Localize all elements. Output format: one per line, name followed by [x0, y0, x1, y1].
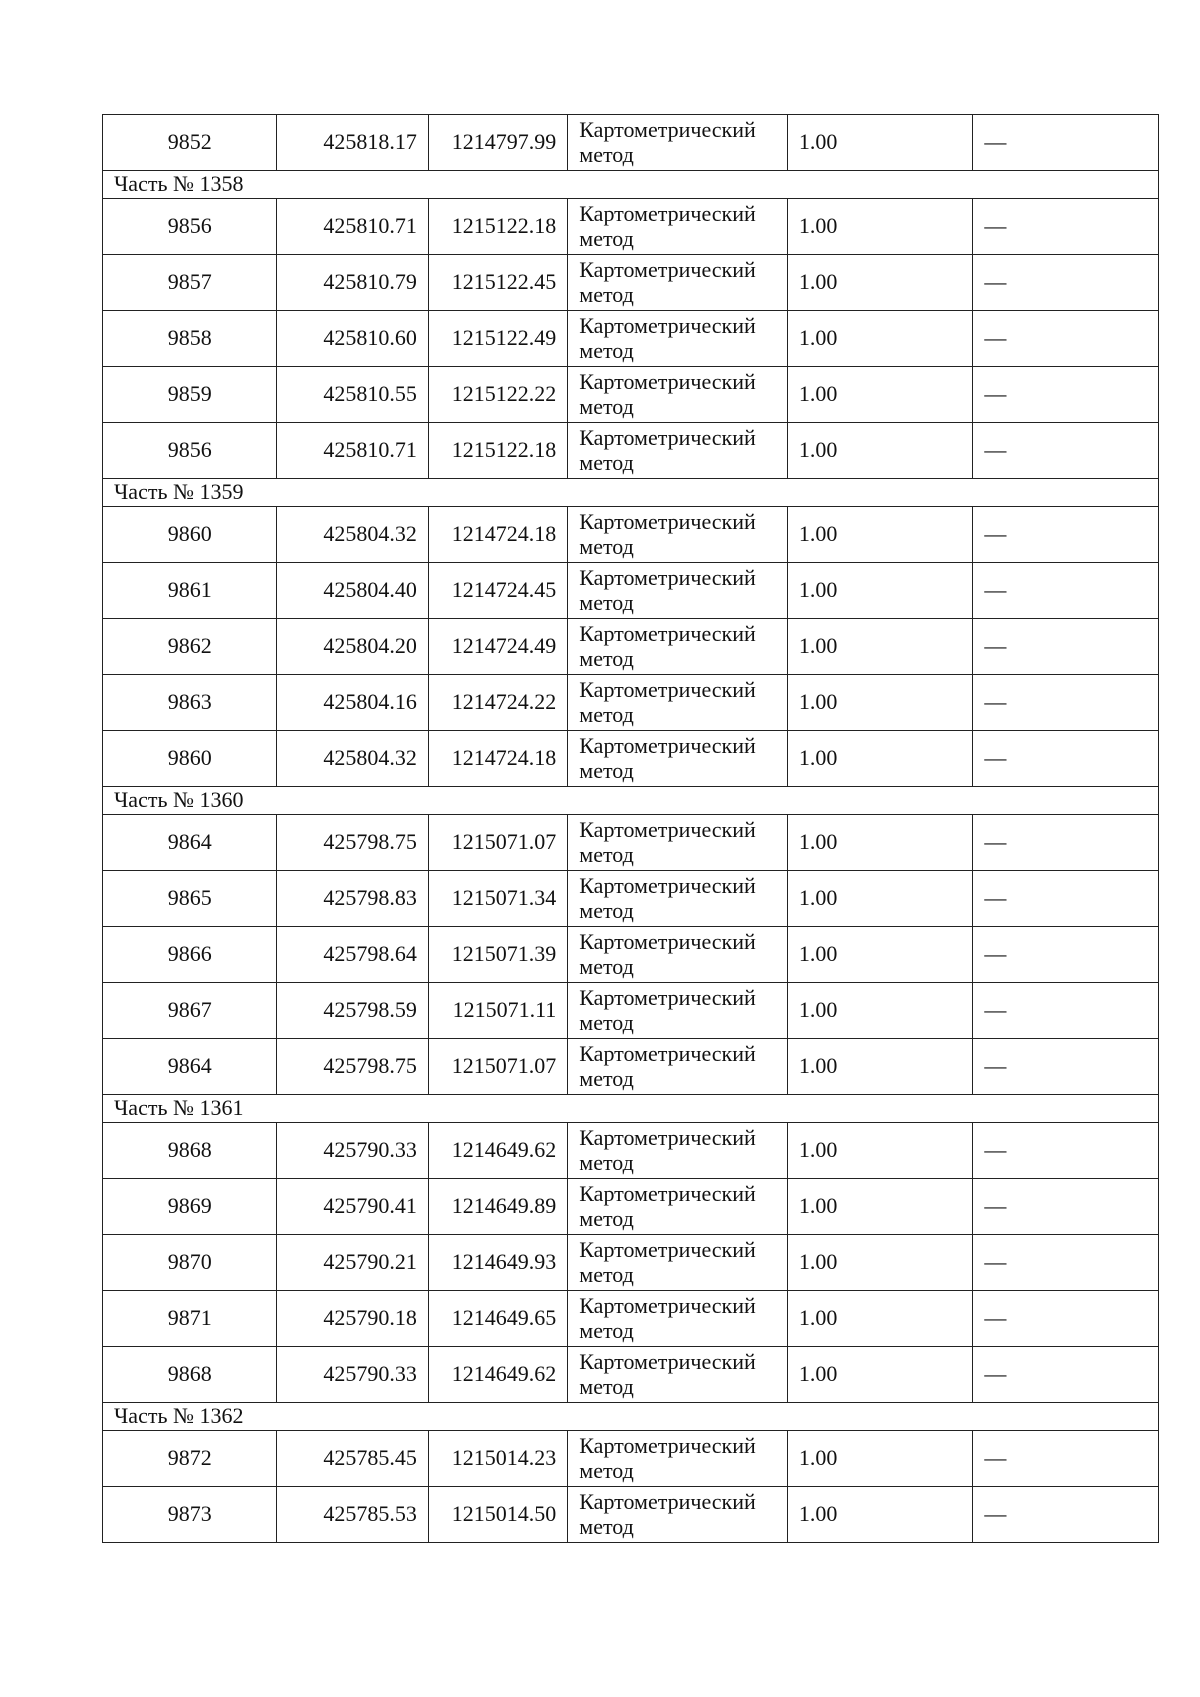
point-number-cell: 9858 — [103, 311, 277, 367]
x-coordinate-cell: 425804.40 — [277, 563, 428, 619]
note-cell: — — [973, 563, 1159, 619]
table-row — [103, 983, 1159, 1039]
y-coordinate-cell: 1215071.07 — [428, 1039, 567, 1095]
point-number-cell: 9859 — [103, 367, 277, 423]
y-coordinate-cell: 1214649.62 — [428, 1123, 567, 1179]
table-row — [103, 1179, 1159, 1235]
note-cell: — — [973, 1431, 1159, 1487]
method-cell: Картометрический метод — [568, 255, 788, 311]
x-coordinate-cell: 425798.59 — [277, 983, 428, 1039]
note-cell: — — [973, 367, 1159, 423]
note-cell: — — [973, 1179, 1159, 1235]
note-cell: — — [973, 983, 1159, 1039]
x-coordinate-cell: 425798.75 — [277, 815, 428, 871]
note-cell: — — [973, 1347, 1159, 1403]
table-row — [103, 423, 1159, 479]
table-row — [103, 367, 1159, 423]
note-cell: — — [973, 423, 1159, 479]
accuracy-cell: 1.00 — [787, 1123, 973, 1179]
method-cell: Картометрический метод — [568, 423, 788, 479]
table-row — [103, 871, 1159, 927]
x-coordinate-cell: 425810.60 — [277, 311, 428, 367]
accuracy-cell: 1.00 — [787, 255, 973, 311]
point-number-cell: 9860 — [103, 507, 277, 563]
point-number-cell: 9863 — [103, 675, 277, 731]
accuracy-cell: 1.00 — [787, 871, 973, 927]
note-cell: — — [973, 927, 1159, 983]
coordinates-table — [102, 114, 1159, 1543]
note-cell: — — [973, 619, 1159, 675]
table-row — [103, 1235, 1159, 1291]
point-number-cell: 9868 — [103, 1347, 277, 1403]
point-number-cell: 9864 — [103, 1039, 277, 1095]
accuracy-cell: 1.00 — [787, 367, 973, 423]
accuracy-cell: 1.00 — [787, 983, 973, 1039]
table-row — [103, 675, 1159, 731]
point-number-cell: 9864 — [103, 815, 277, 871]
y-coordinate-cell: 1215071.34 — [428, 871, 567, 927]
section-label: Часть № 1358 — [103, 171, 1159, 199]
table-row — [103, 1039, 1159, 1095]
method-cell: Картометрический метод — [568, 927, 788, 983]
y-coordinate-cell: 1215122.18 — [428, 423, 567, 479]
accuracy-cell: 1.00 — [787, 675, 973, 731]
point-number-cell: 9856 — [103, 423, 277, 479]
accuracy-cell: 1.00 — [787, 1347, 973, 1403]
x-coordinate-cell: 425798.64 — [277, 927, 428, 983]
accuracy-cell: 1.00 — [787, 619, 973, 675]
accuracy-cell: 1.00 — [787, 1291, 973, 1347]
method-cell: Картометрический метод — [568, 731, 788, 787]
method-cell: Картометрический метод — [568, 1347, 788, 1403]
y-coordinate-cell: 1215122.45 — [428, 255, 567, 311]
y-coordinate-cell: 1214649.89 — [428, 1179, 567, 1235]
accuracy-cell: 1.00 — [787, 115, 973, 171]
x-coordinate-cell: 425810.71 — [277, 423, 428, 479]
point-number-cell: 9867 — [103, 983, 277, 1039]
accuracy-cell: 1.00 — [787, 1235, 973, 1291]
y-coordinate-cell: 1214724.18 — [428, 731, 567, 787]
method-cell: Картометрический метод — [568, 1123, 788, 1179]
note-cell: — — [973, 199, 1159, 255]
method-cell: Картометрический метод — [568, 115, 788, 171]
y-coordinate-cell: 1214649.93 — [428, 1235, 567, 1291]
point-number-cell: 9872 — [103, 1431, 277, 1487]
point-number-cell: 9866 — [103, 927, 277, 983]
y-coordinate-cell: 1214797.99 — [428, 115, 567, 171]
table-row — [103, 619, 1159, 675]
accuracy-cell: 1.00 — [787, 731, 973, 787]
accuracy-cell: 1.00 — [787, 815, 973, 871]
table-row — [103, 1123, 1159, 1179]
x-coordinate-cell: 425804.32 — [277, 507, 428, 563]
section-header-row — [103, 787, 1159, 815]
table-row — [103, 1487, 1159, 1543]
accuracy-cell: 1.00 — [787, 311, 973, 367]
note-cell: — — [973, 871, 1159, 927]
section-header-row — [103, 171, 1159, 199]
note-cell: — — [973, 1039, 1159, 1095]
x-coordinate-cell: 425818.17 — [277, 115, 428, 171]
x-coordinate-cell: 425810.55 — [277, 367, 428, 423]
accuracy-cell: 1.00 — [787, 1179, 973, 1235]
note-cell: — — [973, 311, 1159, 367]
y-coordinate-cell: 1214649.65 — [428, 1291, 567, 1347]
y-coordinate-cell: 1215122.49 — [428, 311, 567, 367]
note-cell: — — [973, 255, 1159, 311]
method-cell: Картометрический метод — [568, 367, 788, 423]
method-cell: Картометрический метод — [568, 1179, 788, 1235]
method-cell: Картометрический метод — [568, 1039, 788, 1095]
point-number-cell: 9856 — [103, 199, 277, 255]
x-coordinate-cell: 425810.79 — [277, 255, 428, 311]
note-cell: — — [973, 1123, 1159, 1179]
accuracy-cell: 1.00 — [787, 199, 973, 255]
x-coordinate-cell: 425790.21 — [277, 1235, 428, 1291]
y-coordinate-cell: 1215071.39 — [428, 927, 567, 983]
x-coordinate-cell: 425804.32 — [277, 731, 428, 787]
y-coordinate-cell: 1214724.45 — [428, 563, 567, 619]
point-number-cell: 9873 — [103, 1487, 277, 1543]
method-cell: Картометрический метод — [568, 675, 788, 731]
table-row — [103, 563, 1159, 619]
accuracy-cell: 1.00 — [787, 927, 973, 983]
y-coordinate-cell: 1214649.62 — [428, 1347, 567, 1403]
x-coordinate-cell: 425804.20 — [277, 619, 428, 675]
x-coordinate-cell: 425790.33 — [277, 1123, 428, 1179]
y-coordinate-cell: 1215071.11 — [428, 983, 567, 1039]
point-number-cell: 9852 — [103, 115, 277, 171]
y-coordinate-cell: 1214724.22 — [428, 675, 567, 731]
section-label: Часть № 1361 — [103, 1095, 1159, 1123]
x-coordinate-cell: 425785.53 — [277, 1487, 428, 1543]
accuracy-cell: 1.00 — [787, 563, 973, 619]
table-row — [103, 815, 1159, 871]
method-cell: Картометрический метод — [568, 1291, 788, 1347]
x-coordinate-cell: 425785.45 — [277, 1431, 428, 1487]
point-number-cell: 9862 — [103, 619, 277, 675]
method-cell: Картометрический метод — [568, 199, 788, 255]
point-number-cell: 9870 — [103, 1235, 277, 1291]
table-row — [103, 927, 1159, 983]
accuracy-cell: 1.00 — [787, 1431, 973, 1487]
point-number-cell: 9865 — [103, 871, 277, 927]
accuracy-cell: 1.00 — [787, 507, 973, 563]
section-header-row — [103, 479, 1159, 507]
y-coordinate-cell: 1215071.07 — [428, 815, 567, 871]
point-number-cell: 9869 — [103, 1179, 277, 1235]
method-cell: Картометрический метод — [568, 983, 788, 1039]
table-row — [103, 311, 1159, 367]
table-row — [103, 1291, 1159, 1347]
y-coordinate-cell: 1215122.22 — [428, 367, 567, 423]
section-label: Часть № 1362 — [103, 1403, 1159, 1431]
section-header-row — [103, 1095, 1159, 1123]
table-row — [103, 507, 1159, 563]
method-cell: Картометрический метод — [568, 1431, 788, 1487]
note-cell: — — [973, 115, 1159, 171]
table-row — [103, 1431, 1159, 1487]
accuracy-cell: 1.00 — [787, 1039, 973, 1095]
note-cell: — — [973, 1291, 1159, 1347]
y-coordinate-cell: 1214724.49 — [428, 619, 567, 675]
x-coordinate-cell: 425810.71 — [277, 199, 428, 255]
method-cell: Картометрический метод — [568, 507, 788, 563]
method-cell: Картометрический метод — [568, 619, 788, 675]
table-row — [103, 199, 1159, 255]
note-cell: — — [973, 675, 1159, 731]
section-header-row — [103, 1403, 1159, 1431]
y-coordinate-cell: 1215014.50 — [428, 1487, 567, 1543]
x-coordinate-cell: 425790.41 — [277, 1179, 428, 1235]
y-coordinate-cell: 1214724.18 — [428, 507, 567, 563]
table-row — [103, 115, 1159, 171]
method-cell: Картометрический метод — [568, 815, 788, 871]
method-cell: Картометрический метод — [568, 1487, 788, 1543]
note-cell: — — [973, 1235, 1159, 1291]
method-cell: Картометрический метод — [568, 563, 788, 619]
point-number-cell: 9860 — [103, 731, 277, 787]
table-row — [103, 731, 1159, 787]
table-row — [103, 1347, 1159, 1403]
point-number-cell: 9868 — [103, 1123, 277, 1179]
accuracy-cell: 1.00 — [787, 1487, 973, 1543]
table-body — [103, 115, 1159, 1543]
accuracy-cell: 1.00 — [787, 423, 973, 479]
section-label: Часть № 1359 — [103, 479, 1159, 507]
point-number-cell: 9871 — [103, 1291, 277, 1347]
method-cell: Картометрический метод — [568, 311, 788, 367]
section-label: Часть № 1360 — [103, 787, 1159, 815]
note-cell: — — [973, 507, 1159, 563]
y-coordinate-cell: 1215122.18 — [428, 199, 567, 255]
point-number-cell: 9857 — [103, 255, 277, 311]
table-row — [103, 255, 1159, 311]
x-coordinate-cell: 425804.16 — [277, 675, 428, 731]
note-cell: — — [973, 1487, 1159, 1543]
x-coordinate-cell: 425790.18 — [277, 1291, 428, 1347]
x-coordinate-cell: 425798.75 — [277, 1039, 428, 1095]
point-number-cell: 9861 — [103, 563, 277, 619]
y-coordinate-cell: 1215014.23 — [428, 1431, 567, 1487]
x-coordinate-cell: 425798.83 — [277, 871, 428, 927]
note-cell: — — [973, 731, 1159, 787]
note-cell: — — [973, 815, 1159, 871]
x-coordinate-cell: 425790.33 — [277, 1347, 428, 1403]
method-cell: Картометрический метод — [568, 871, 788, 927]
method-cell: Картометрический метод — [568, 1235, 788, 1291]
